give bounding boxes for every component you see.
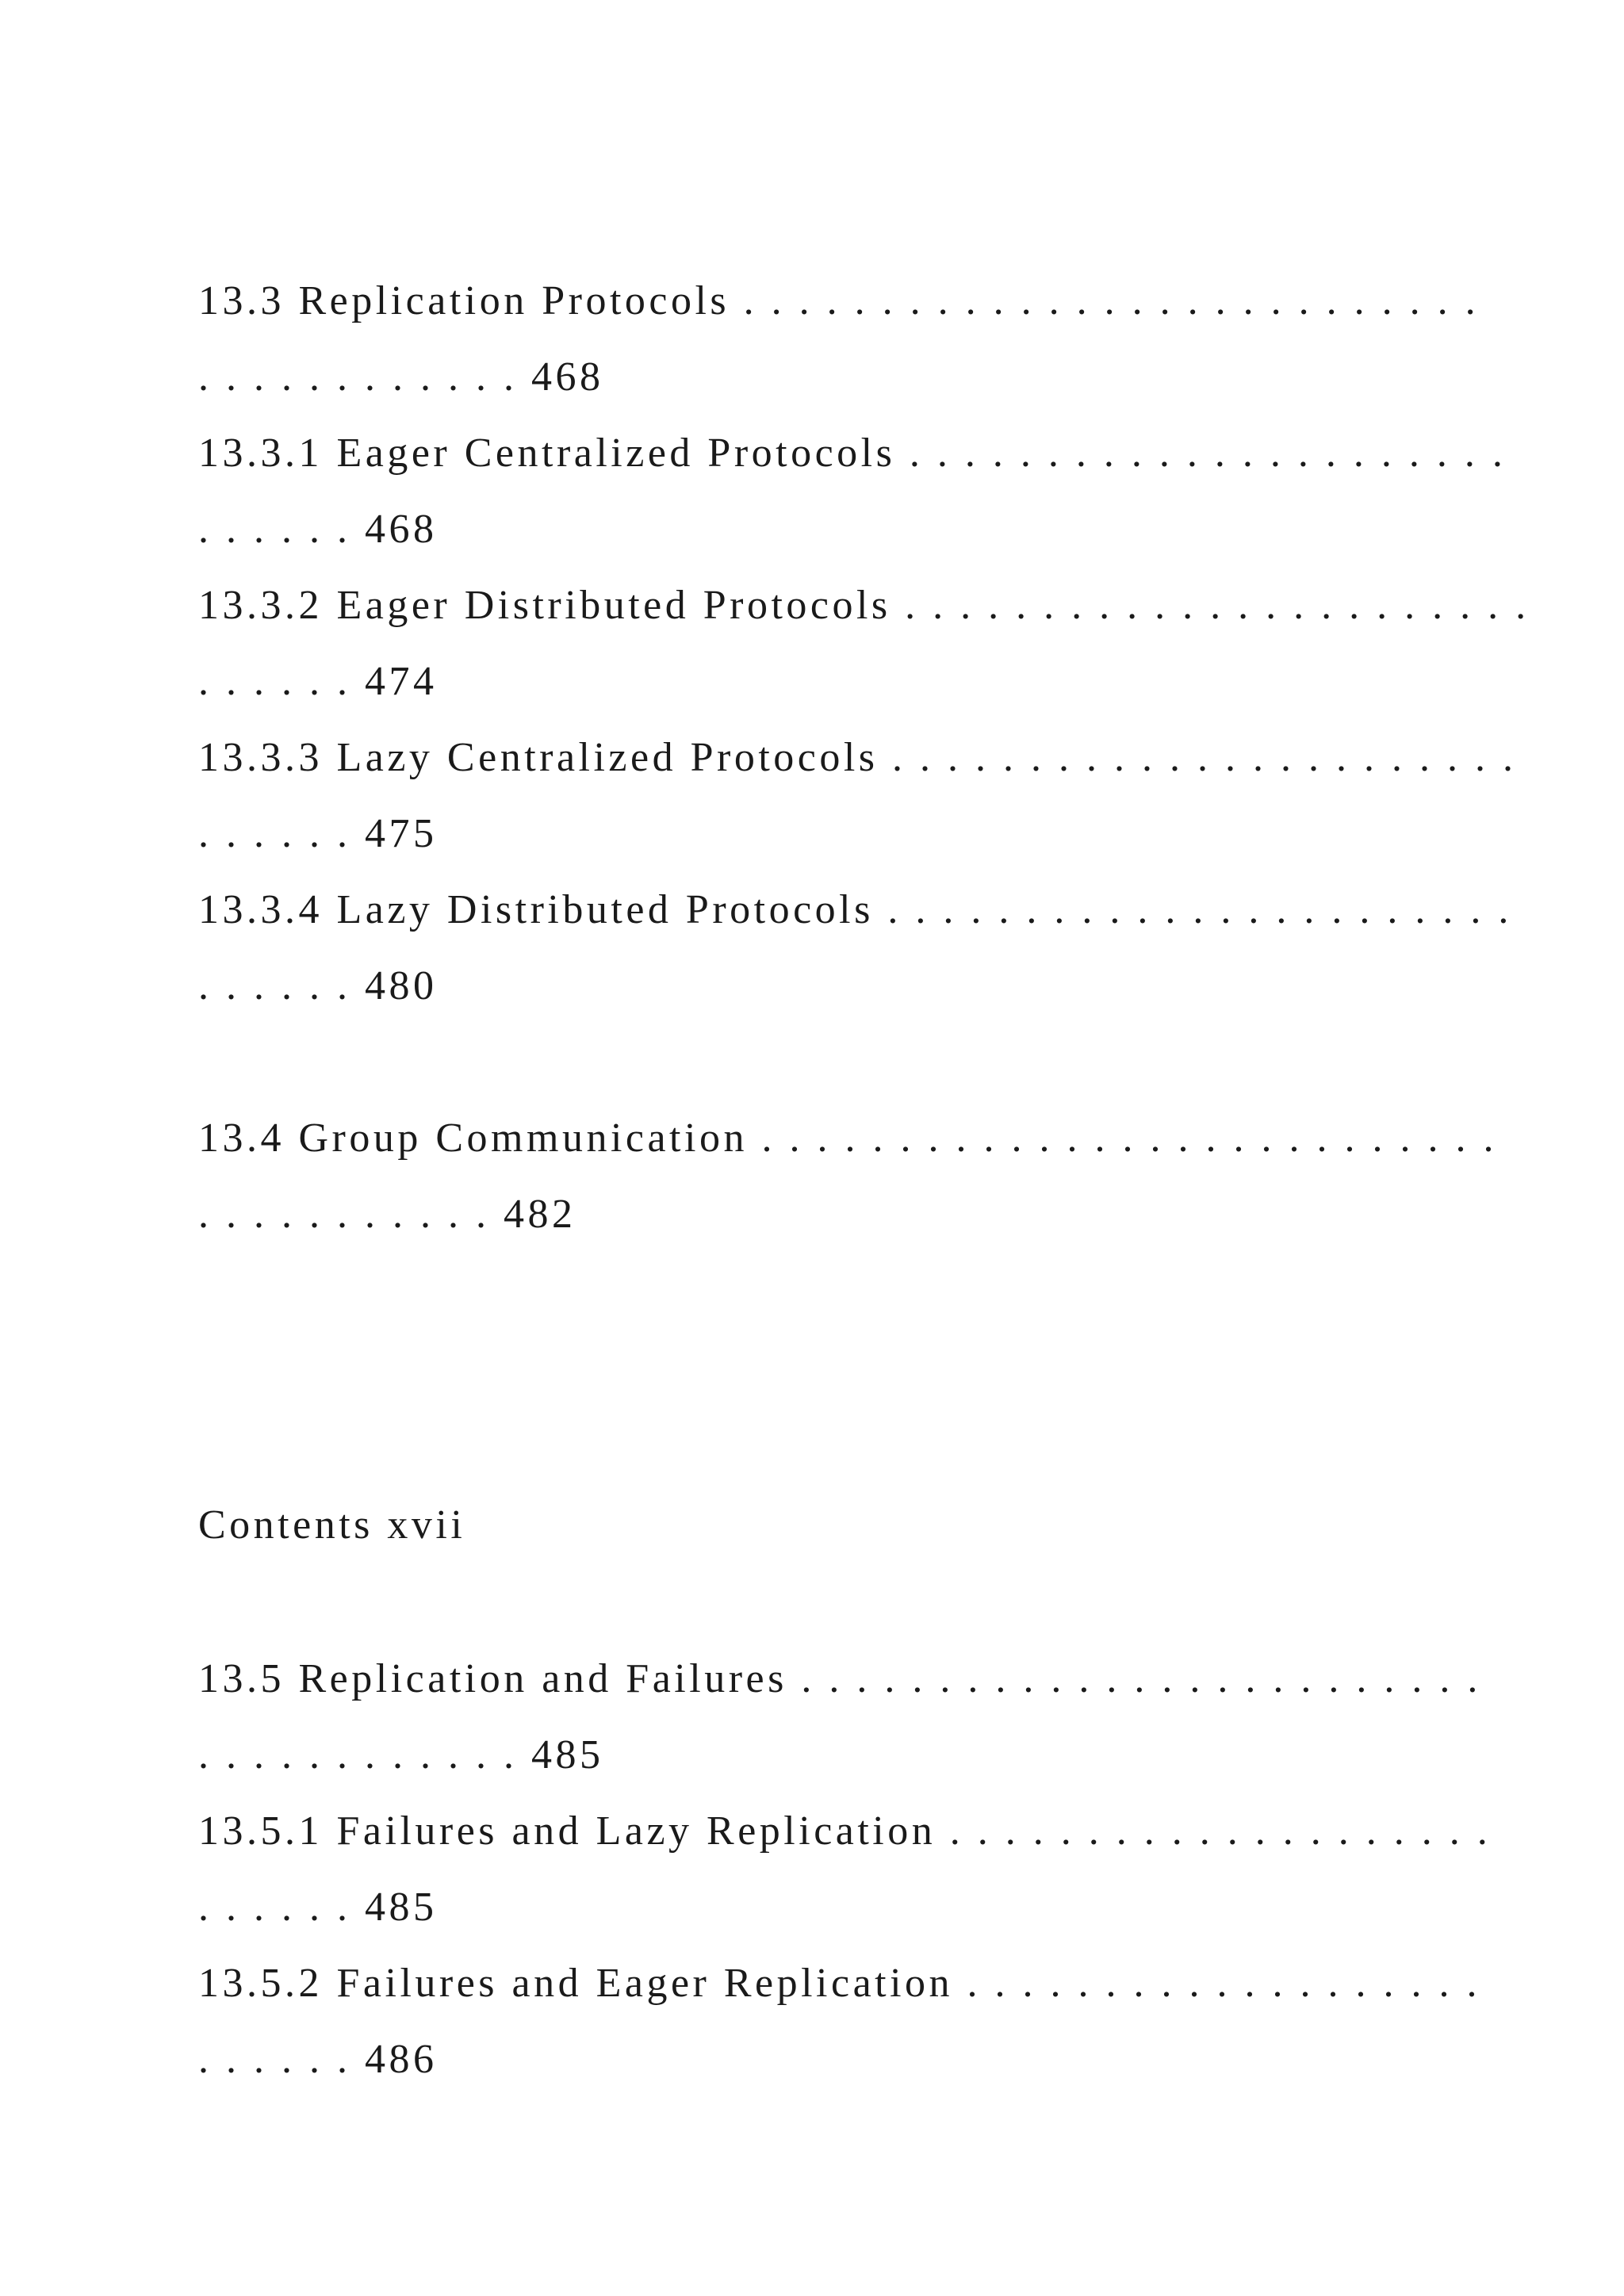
toc-entry-13-3-3-page: . . . . . . 475 bbox=[198, 811, 438, 856]
toc-entry-13-5-1-page: . . . . . . 485 bbox=[198, 1885, 438, 1930]
toc-entry-13-5-page: . . . . . . . . . . . . 485 bbox=[198, 1732, 604, 1777]
toc-entry-13-5-1: 13.5.1 Failures and Lazy Replication . . . . . . . . . . . . . . . . . . . . bbox=[198, 1808, 1492, 1854]
toc-entry-13-3-4-page: . . . . . . 480 bbox=[198, 963, 438, 1008]
toc-entry-13-4: 13.4 Group Communication . . . . . . . . . . . . . . . . . . . . . . . . . . . bbox=[198, 1115, 1497, 1161]
toc-entry-13-3-page: . . . . . . . . . . . . 468 bbox=[198, 354, 604, 400]
toc-entry-13-3-1: 13.3.1 Eager Centralized Protocols . . . . . . . . . . . . . . . . . . . . . . bbox=[198, 430, 1507, 476]
toc-entry-13-3-4: 13.3.4 Lazy Distributed Protocols . . . . . . . . . . . . . . . . . . . . . . . bbox=[198, 887, 1512, 932]
toc-entry-13-3-1-page: . . . . . . 468 bbox=[198, 507, 438, 552]
running-header: Contents xvii bbox=[198, 1502, 466, 1548]
toc-entry-13-3-3: 13.3.3 Lazy Centralized Protocols . . . . . . . . . . . . . . . . . . . . . . . bbox=[198, 735, 1517, 780]
toc-entry-13-4-page: . . . . . . . . . . . 482 bbox=[198, 1192, 576, 1237]
toc-entry-13-3-2-page: . . . . . . 474 bbox=[198, 659, 438, 704]
toc-entry-13-5-2: 13.5.2 Failures and Eager Replication . . . . . . . . . . . . . . . . . . . bbox=[198, 1961, 1481, 2006]
toc-entry-13-3-2: 13.3.2 Eager Distributed Protocols . . . . . . . . . . . . . . . . . . . . . . . bbox=[198, 583, 1530, 628]
toc-entry-13-5: 13.5 Replication and Failures . . . . . . . . . . . . . . . . . . . . . . . . . bbox=[198, 1656, 1481, 1701]
toc-entry-13-5-2-page: . . . . . . 486 bbox=[198, 2037, 438, 2082]
toc-entry-13-3: 13.3 Replication Protocols . . . . . . . . . . . . . . . . . . . . . . . . . . . bbox=[198, 278, 1480, 323]
